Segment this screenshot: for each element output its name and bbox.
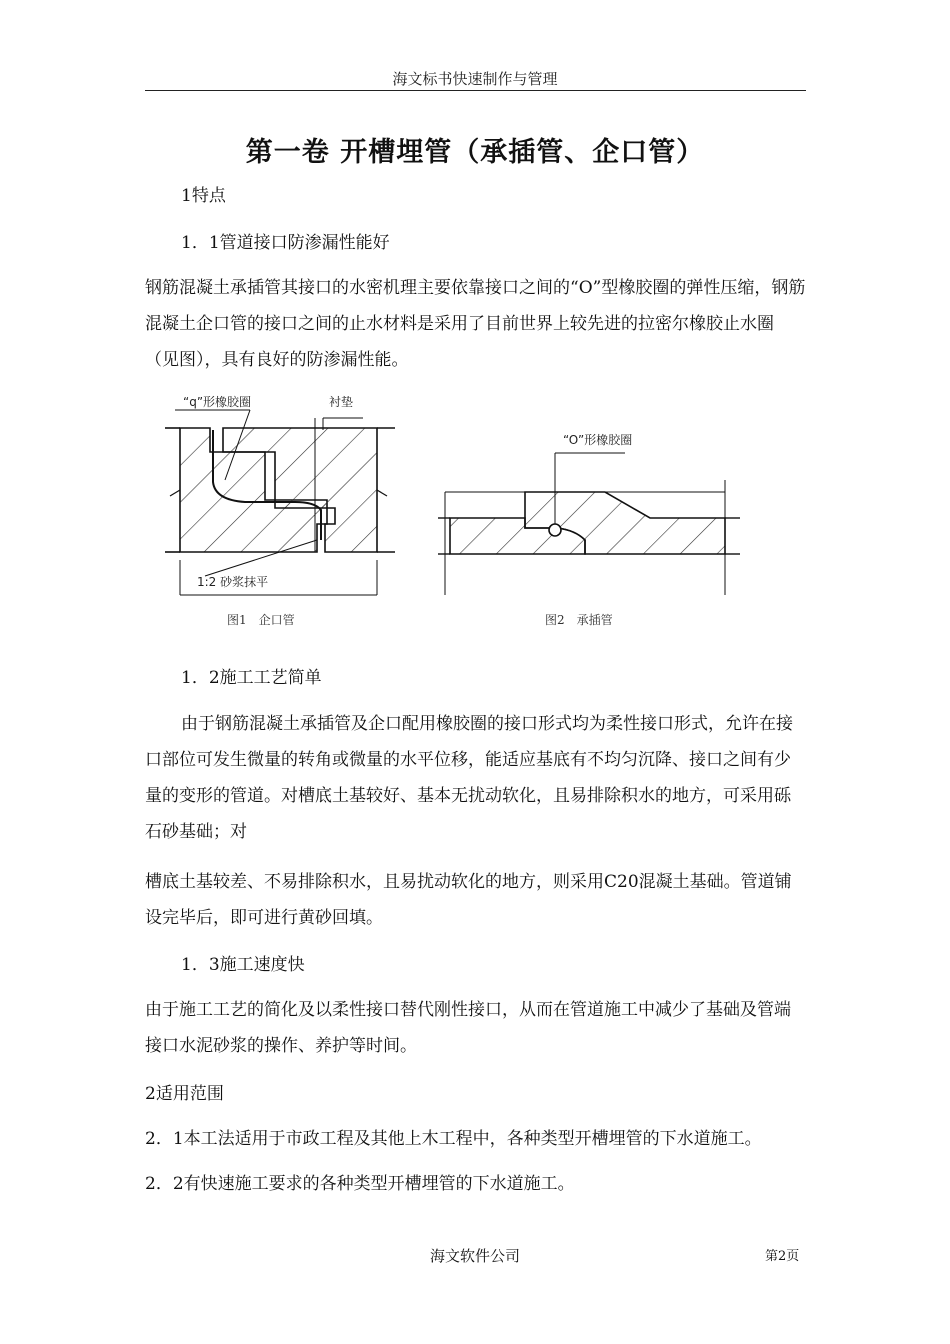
paragraph-4: 由于施工工艺的简化及以柔性接口替代刚性接口，从而在管道施工中减少了基础及管端接口水泥砂浆的操作、养护等时间。 [145, 1000, 791, 1056]
paragraph-2: 由于钢筋混凝土承插管及企口配用橡胶圈的接口形式均为柔性接口形式，允许在接口部位可发生微量的转角或微量的水平位移，能适应基底有不均匀沉降、接口之间有少量的变形的管道。对槽底土基较好、基本无扰动软化，且易排除积水的地方，可采用砾石砂基础；对 [145, 714, 793, 842]
header-rule [145, 90, 806, 91]
figures [145, 390, 807, 644]
section-1-3-heading: 1．3施工速度快 [181, 955, 305, 975]
document-title: 第一卷 开槽埋管（承插管、企口管） [245, 137, 705, 168]
section-2-1: 2．1本工法适用于市政工程及其他上木工程中，各种类型开槽埋管的下水道施工。 [145, 1129, 762, 1149]
paragraph-1: 钢筋混凝土承插管其接口的水密机理主要依靠接口之间的“O”型橡胶圈的弹性压缩，钢筋混凝土企口管的接口之间的止水材料是采用了目前世界上较先进的拉密尔橡胶止水圈（见图），具有良好的防渗漏性能。 [145, 278, 806, 370]
label-o-rubber-ring: “O”形橡胶圈 [563, 433, 633, 447]
section-1-1-heading: 1．1管道接口防渗漏性能好 [181, 233, 390, 253]
paragraph-3: 槽底土基较差、不易排除积水，且易扰动软化的地方，则采用C20混凝土基础。管道铺设完毕后，即可进行黄砂回填。 [145, 872, 792, 928]
figure-2-caption: 图2 承插管 [545, 613, 613, 627]
label-mortar: 1:2 砂浆抹平 [197, 575, 269, 589]
page-header: 海文标书快速制作与管理 [392, 70, 558, 88]
page-number: 第2页 [765, 1249, 800, 1264]
section-2-heading: 2适用范围 [145, 1084, 224, 1104]
figure-1-tongue-groove-pipe [165, 394, 395, 627]
section-1-2-heading: 1．2施工工艺简单 [181, 668, 322, 688]
section-1-heading: 1特点 [181, 186, 226, 206]
label-lining: 衬垫 [329, 395, 354, 409]
label-q-rubber-ring: “q”形橡胶圈 [183, 395, 252, 409]
figure-2-bell-spigot-pipe [438, 432, 740, 627]
figure-1-caption: 图1 企口管 [227, 613, 295, 627]
pipe-joint-diagram [145, 390, 807, 640]
section-2-2: 2．2有快速施工要求的各种类型开槽埋管的下水道施工。 [145, 1174, 575, 1194]
footer-company: 海文软件公司 [429, 1247, 520, 1265]
